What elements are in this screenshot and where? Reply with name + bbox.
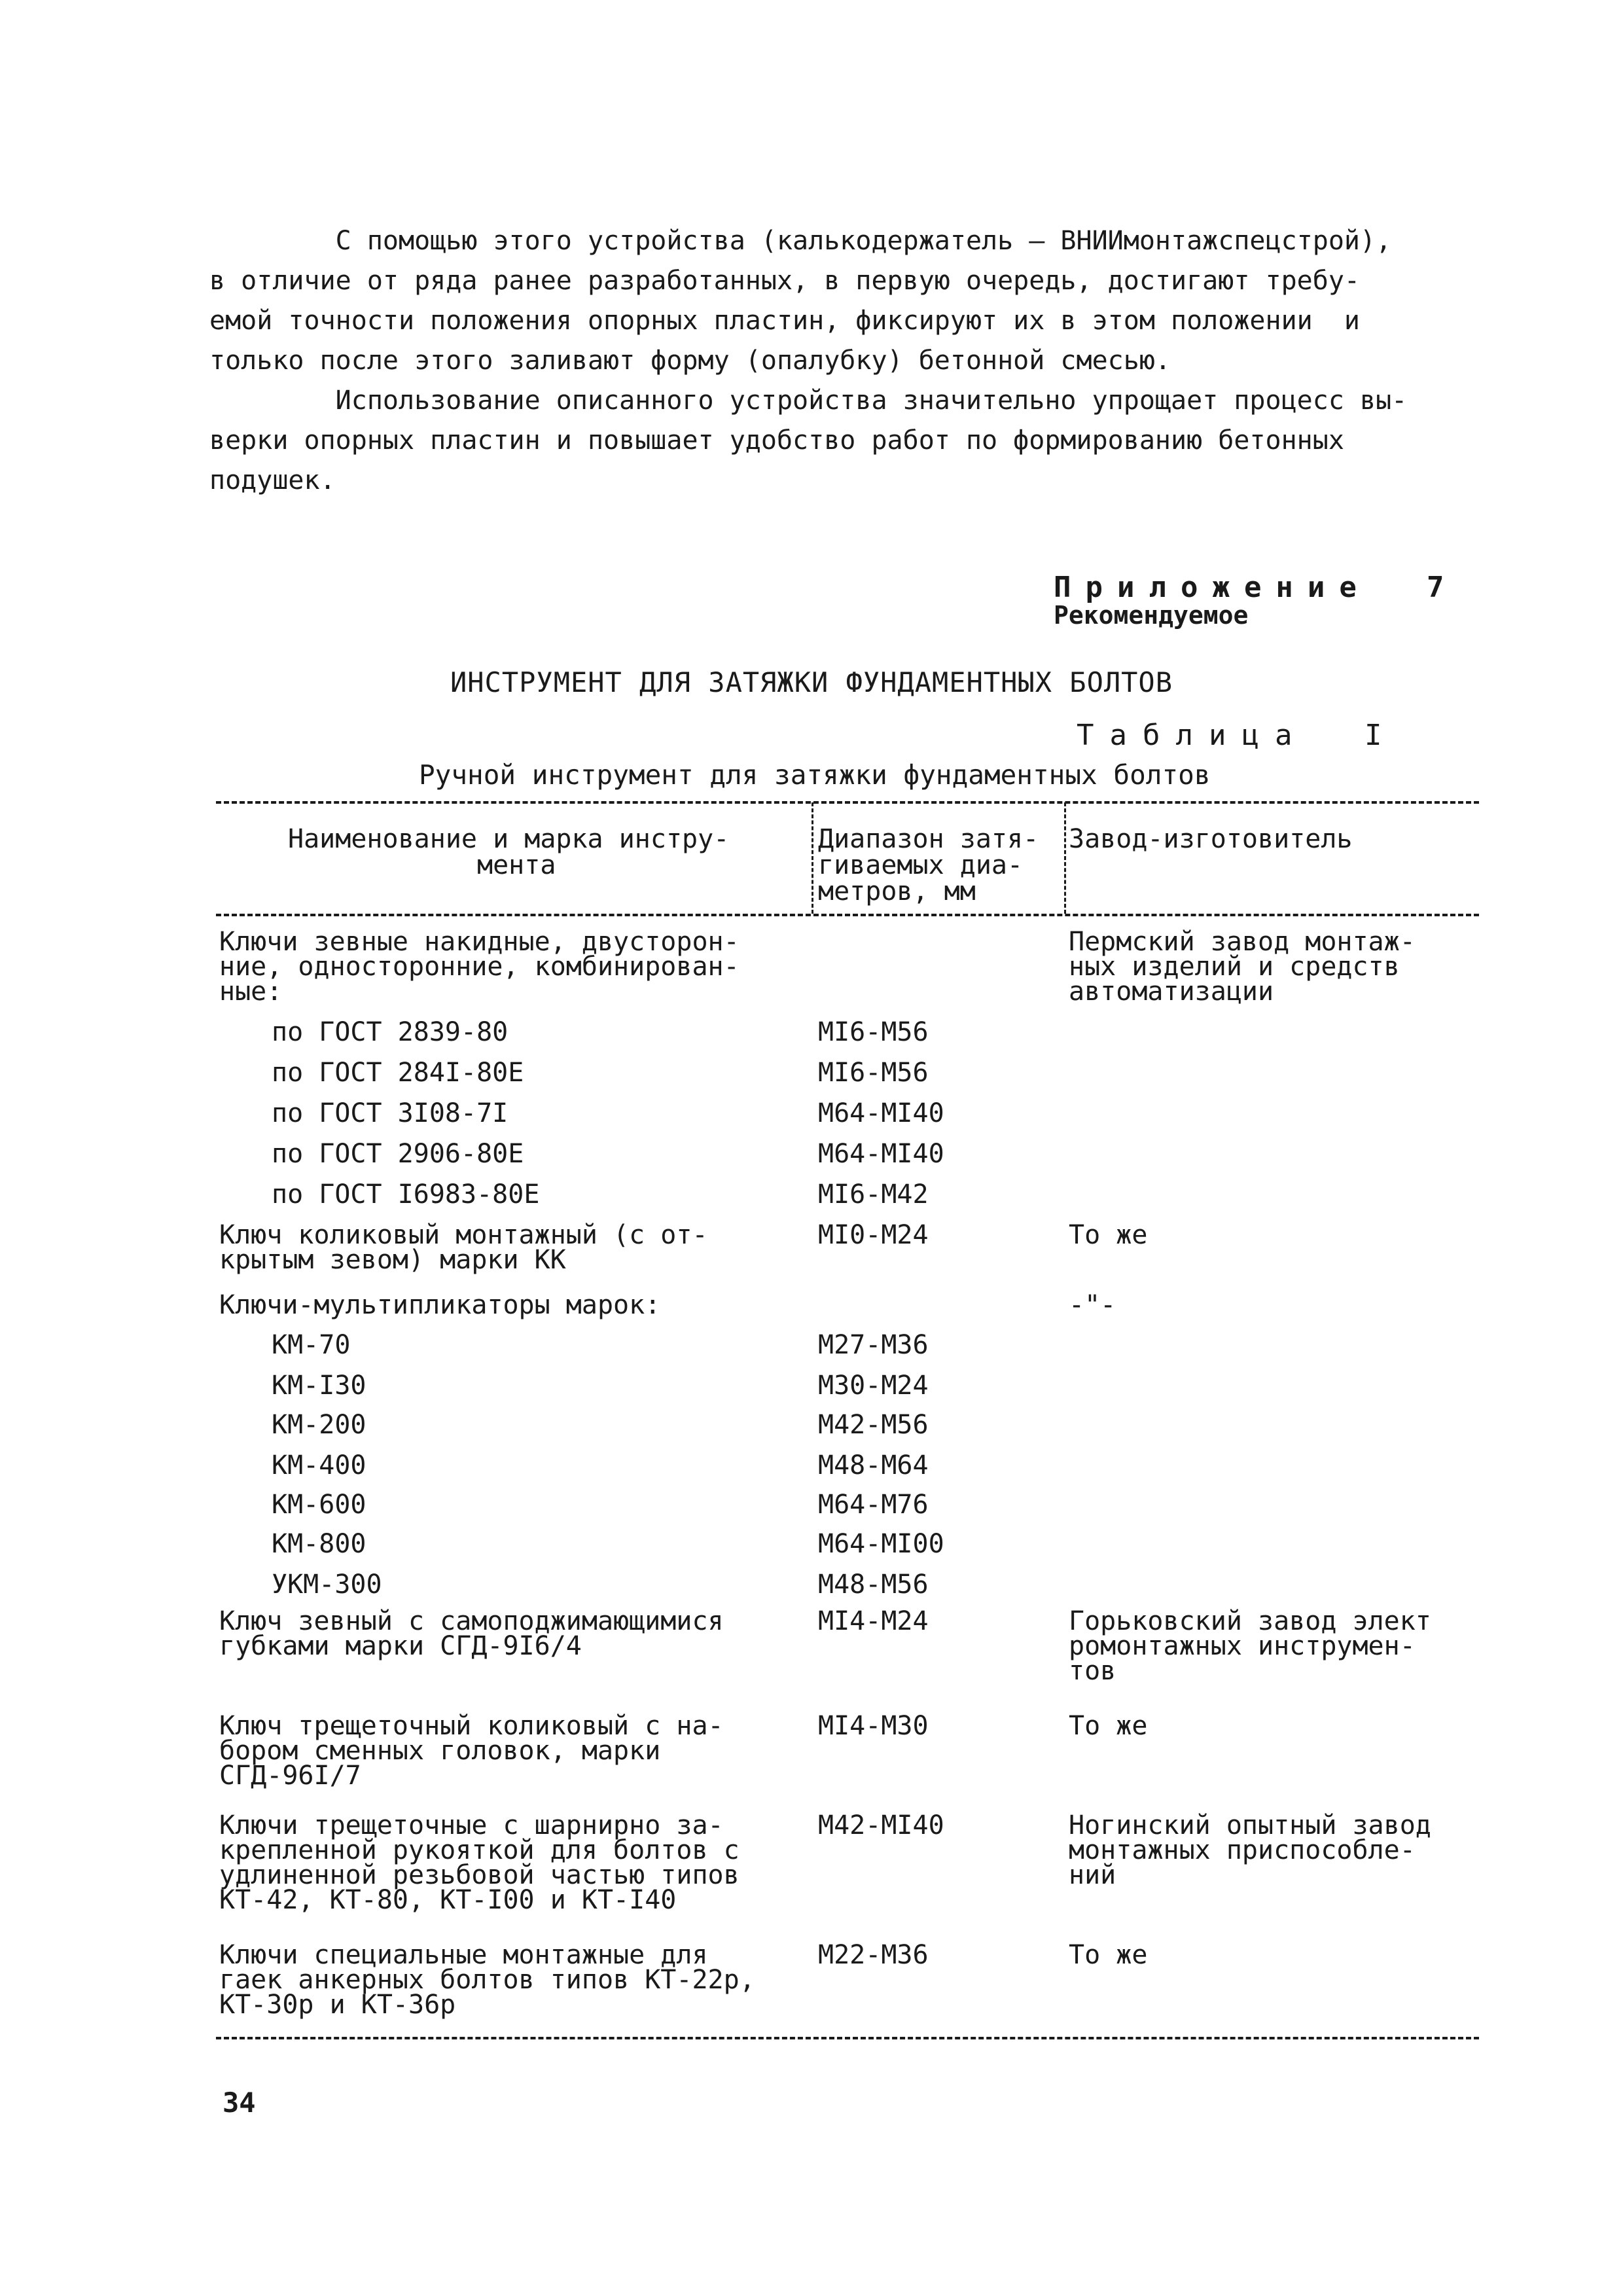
appendix-subtitle: Рекомендуемое xyxy=(1054,601,1249,630)
row-name-cell: Ключ коликовый монтажный (с от- крытым зевом) марки КК xyxy=(219,1220,708,1275)
row-name-cell: Ключ трещеточный коликовый с на- бором сменных головок, марки СГД-96I/7 xyxy=(219,1711,724,1791)
page-number: 34 xyxy=(223,2087,256,2119)
row-range-cell: M22-M36 xyxy=(818,1940,929,1970)
table-bottom-rule xyxy=(216,2037,1479,2039)
row-name-cell: по ГОСТ 2906-80Е xyxy=(272,1139,524,1169)
row-name-cell: по ГОСТ I6983-80Е xyxy=(272,1179,540,1210)
header-column-divider-1 xyxy=(812,802,813,914)
row-name-cell: КМ-70 xyxy=(272,1330,351,1360)
row-maker-cell: То же xyxy=(1069,1940,1148,1970)
row-name-cell: Ключи трещеточные с шарнирно за- крепленной рукояткой для болтов с удлиненной резьбовой частью типов КТ-42, КТ-80, КТ-I00 и КТ-I40 xyxy=(219,1810,740,1915)
table-top-rule xyxy=(216,801,1479,804)
row-range-cell: MI4-M30 xyxy=(818,1711,929,1741)
row-maker-cell: Пермский завод монтаж- ных изделий и средств автоматизации xyxy=(1069,927,1416,1007)
row-name-cell: по ГОСТ 3I08-7I xyxy=(272,1098,508,1128)
row-range-cell: MI4-M24 xyxy=(818,1606,929,1636)
row-range-cell: M64-MI00 xyxy=(818,1529,944,1559)
row-range-cell: M42-M56 xyxy=(818,1410,929,1440)
row-name-cell: Ключи специальные монтажные для гаек анкерных болтов типов КТ-22р, КТ-30р и КТ-36р xyxy=(219,1940,755,2020)
header-maker: Завод-изготовитель xyxy=(1069,824,1353,854)
row-maker-cell: Ногинский опытный завод монтажных приспособле- ний xyxy=(1069,1810,1431,1890)
appendix-number: 7 xyxy=(1427,571,1444,604)
appendix-block xyxy=(1054,571,1444,630)
header-range: Диапазон затя- гиваемых диа- метров, мм xyxy=(818,824,1039,906)
row-name-cell: по ГОСТ 2839-80 xyxy=(272,1017,508,1047)
row-maker-cell: Горьковский завод элект ромонтажных инструмен- тов xyxy=(1069,1606,1431,1686)
row-range-cell: MI0-M24 xyxy=(818,1220,929,1250)
row-range-cell: MI6-M56 xyxy=(818,1017,929,1047)
header-bottom-rule xyxy=(216,914,1479,916)
row-name-cell: Ключ зевный с самоподжимающимися губками марки СГД-9I6/4 xyxy=(219,1606,724,1661)
row-range-cell: M27-M36 xyxy=(818,1330,929,1360)
row-range-cell: M64-MI40 xyxy=(818,1139,944,1169)
row-name-cell: Ключи зевные накидные, двусторон- ние, односторонние, комбинирован- ные: xyxy=(219,927,740,1007)
row-range-cell: M48-M64 xyxy=(818,1450,929,1480)
row-name-cell: КМ-800 xyxy=(272,1529,366,1559)
section-heading: ИНСТРУМЕНТ ДЛЯ ЗАТЯЖКИ ФУНДАМЕНТНЫХ БОЛТОВ xyxy=(450,666,1173,698)
header-column-divider-2 xyxy=(1064,802,1066,914)
row-maker-cell: То же xyxy=(1069,1711,1148,1741)
paragraph-2: Использование описанного устройства значительно упрощает процесс вы- верки опорных пластин и повышает удобство работ по формированию бетонных подушек. xyxy=(209,386,1408,495)
paragraph-1: С помощью этого устройства (калькодержатель – ВНИИмонтажспецстрой), в отличие от ряда ранее разработанных, в первую очередь, достигают требу- емой точности положения опорных пластин, фиксируют их в этом положении и только после этого заливают форму (опалубку) бетонной смесью. xyxy=(209,226,1392,376)
row-name-cell: УКМ-300 xyxy=(272,1570,382,1600)
row-name-cell: КМ-200 xyxy=(272,1410,366,1440)
row-range-cell: M64-MI40 xyxy=(818,1098,944,1128)
row-name-cell: КМ-I30 xyxy=(272,1371,366,1401)
row-range-cell: M42-MI40 xyxy=(818,1810,944,1840)
row-name-cell: КМ-600 xyxy=(272,1490,366,1520)
table-number-value: I xyxy=(1364,719,1382,752)
row-maker-cell: То же xyxy=(1069,1220,1148,1250)
row-range-cell: M48-M56 xyxy=(818,1570,929,1600)
row-range-cell: M30-M24 xyxy=(818,1371,929,1401)
row-name-cell: по ГОСТ 284I-80Е xyxy=(272,1058,524,1088)
row-name-cell: КМ-400 xyxy=(272,1450,366,1480)
row-range-cell: MI6-M42 xyxy=(818,1179,929,1210)
row-range-cell: M64-M76 xyxy=(818,1490,929,1520)
table-label: Таблица xyxy=(1077,719,1308,752)
table-number xyxy=(1077,719,1382,752)
table-caption: Ручной инструмент для затяжки фундаментных болтов xyxy=(419,759,1211,791)
row-maker-cell: -"- xyxy=(1069,1290,1116,1320)
row-name-cell: Ключи-мультипликаторы марок: xyxy=(219,1290,661,1320)
appendix-label: Приложение xyxy=(1054,571,1371,604)
header-name: Наименование и марка инстру- мента xyxy=(288,824,730,880)
row-range-cell: MI6-M56 xyxy=(818,1058,929,1088)
